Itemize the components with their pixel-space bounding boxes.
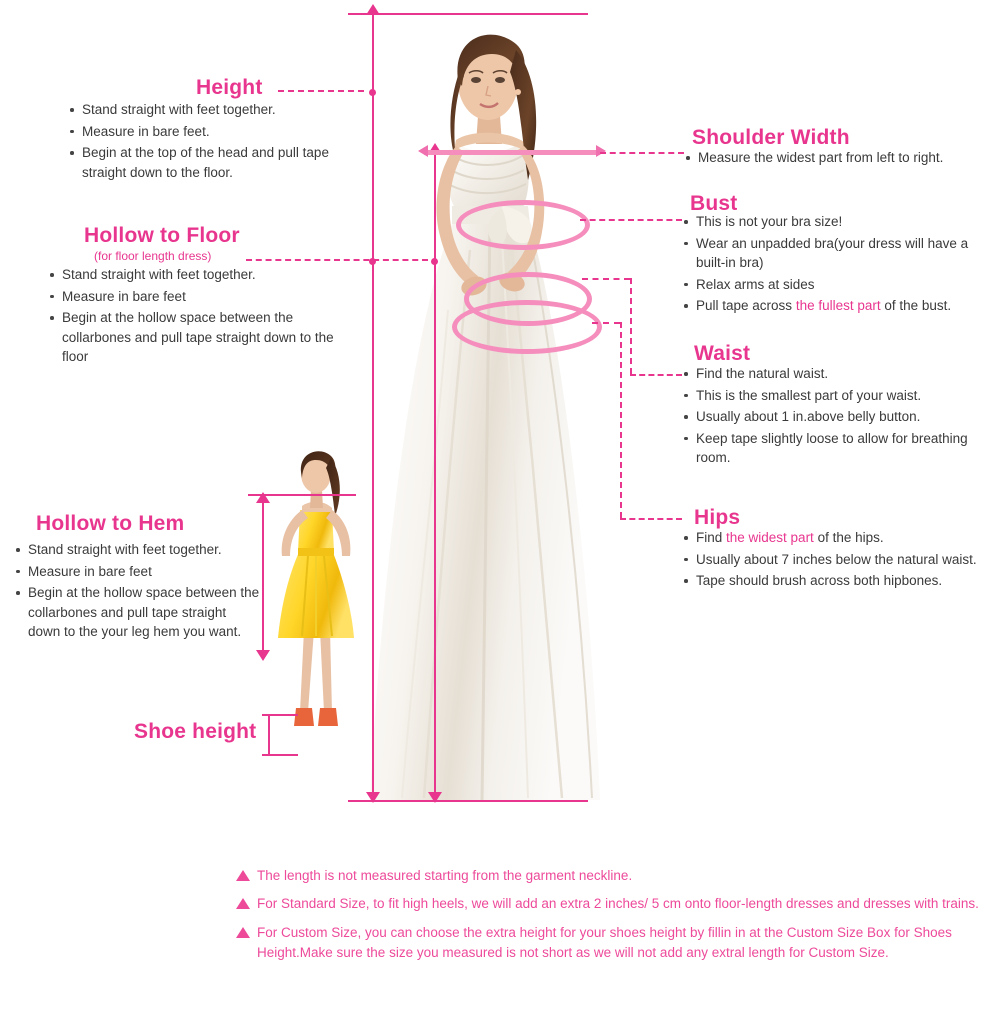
- footer-note: [236, 923, 996, 964]
- list-item: Measure in bare feet.: [68, 122, 350, 142]
- waist-leader-v: [630, 278, 632, 374]
- hips-bullets: [682, 528, 994, 593]
- waist-heading: Waist: [694, 342, 751, 365]
- waist-section: [694, 342, 750, 366]
- list-item: Usually about 7 inches below the natural waist.: [682, 550, 994, 570]
- hollow-to-floor-section: [84, 224, 240, 263]
- footer-note-text: For Custom Size, you can choose the extra height for your shoes height by fillin in at the Custom Size Box for Shoes Height.Make sure the size you measured is not short as we will not add any extral length for Custom Size.: [257, 924, 952, 960]
- hollow-to-hem-line: [262, 500, 264, 658]
- hollow-to-hem-bullets: [14, 540, 262, 644]
- short-dress-figure: [258, 440, 368, 760]
- height-leader: [278, 90, 364, 92]
- hollow-to-floor-subheading: (for floor length dress): [94, 249, 212, 263]
- shoe-height-bottom-cap: [262, 754, 298, 756]
- shoulder-width-heading: Shoulder Width: [692, 126, 850, 149]
- height-line: [372, 14, 374, 800]
- list-item: Begin at the top of the head and pull tape straight down to the floor.: [68, 143, 350, 182]
- bust-leader: [580, 219, 682, 221]
- hips-leader-h: [592, 322, 620, 324]
- hips-section: [694, 506, 740, 530]
- shoulder-leader: [600, 152, 684, 154]
- footer-notes: [236, 866, 996, 971]
- height-section: [196, 76, 263, 100]
- bust-heading: Bust: [690, 192, 738, 215]
- height-bottom-cap: [348, 800, 588, 802]
- list-item: Measure in bare feet: [48, 287, 338, 307]
- height-marker-dot: [369, 89, 376, 96]
- bride-figure: [352, 10, 622, 810]
- footer-note-text: For Standard Size, to fit high heels, we will add an extra 2 inches/ 5 cm onto floor-length dresses and dresses with trains.: [257, 896, 979, 912]
- list-item-bust-fullest: Pull tape across the fullest part of the bust.: [682, 296, 994, 316]
- hollow-to-floor-line: [434, 152, 436, 800]
- shoe-height-section: [134, 720, 256, 744]
- warning-triangle-icon: [236, 927, 250, 938]
- hips-emphasis: the widest part: [726, 530, 814, 545]
- short-dress-illustration: [258, 440, 368, 760]
- hollow-to-hem-arrow-bottom: [256, 650, 270, 661]
- hips-tape: [452, 300, 602, 354]
- hips-heading: Hips: [694, 506, 741, 529]
- list-item: Usually about 1 in.above belly button.: [682, 407, 994, 427]
- footer-note: [236, 894, 996, 914]
- list-item: Find the natural waist.: [682, 364, 994, 384]
- shoulder-arrow-right: [596, 145, 606, 157]
- hollow-to-hem-heading: Hollow to Hem: [36, 512, 185, 535]
- shoe-height-line: [268, 714, 270, 756]
- bust-bullets: [682, 212, 994, 318]
- list-item: Measure the widest part from left to right.: [684, 148, 994, 168]
- hollow-to-floor-leader: [246, 259, 428, 261]
- list-item: Tape should brush across both hipbones.: [682, 571, 994, 591]
- warning-triangle-icon: [236, 898, 250, 909]
- hollow-to-floor-heading: Hollow to Floor: [84, 224, 240, 247]
- shoe-height-heading: Shoe height: [134, 720, 257, 743]
- footer-note: [236, 866, 996, 886]
- list-item: Stand straight with feet together.: [14, 540, 262, 560]
- list-item: This is not your bra size!: [682, 212, 994, 232]
- height-heading: Height: [196, 76, 263, 99]
- list-item: Keep tape slightly loose to allow for breathing room.: [682, 429, 994, 468]
- hollow-to-floor-arrow-bottom: [428, 792, 442, 803]
- warning-triangle-icon: [236, 870, 250, 881]
- bride-illustration: [352, 10, 622, 810]
- waist-leader-h2: [630, 374, 682, 376]
- list-item: Stand straight with feet together.: [68, 100, 350, 120]
- height-bullets: [68, 100, 350, 184]
- hollow-to-hem-section: [36, 512, 184, 536]
- bust-tape: [456, 200, 590, 250]
- footer-note-text: The length is not measured starting from the garment neckline.: [257, 868, 633, 883]
- hips-leader-h2: [620, 518, 682, 520]
- waist-bullets: [682, 364, 994, 470]
- height-top-cap: [348, 13, 588, 15]
- list-item-hips-widest: Find the widest part of the hips.: [682, 528, 994, 548]
- shoulder-width-bullets: [684, 148, 994, 170]
- shoulder-width-section: [692, 126, 850, 150]
- waist-leader-h: [582, 278, 630, 280]
- hollow-to-floor-bullets: [48, 265, 338, 369]
- hips-leader-v: [620, 322, 622, 518]
- bust-emphasis: the fullest part: [795, 298, 881, 314]
- shoulder-width-tape: [424, 150, 600, 155]
- hollow-to-floor-marker-dot: [431, 258, 438, 265]
- list-item: Begin at the hollow space between the collarbones and pull tape straight down to the floor: [48, 308, 338, 367]
- list-item: Begin at the hollow space between the collarbones and pull tape straight down to the your leg hem you want.: [14, 583, 262, 642]
- list-item: Measure in bare feet: [14, 562, 262, 582]
- shoulder-arrow-left: [418, 145, 428, 157]
- list-item: Relax arms at sides: [682, 275, 994, 295]
- hollow-to-hem-arrow-top: [256, 492, 270, 503]
- shoe-height-top-cap: [262, 714, 298, 716]
- list-item: Stand straight with feet together.: [48, 265, 338, 285]
- list-item: This is the smallest part of your waist.: [682, 386, 994, 406]
- list-item: Wear an unpadded bra(your dress will have a built-in bra): [682, 234, 994, 273]
